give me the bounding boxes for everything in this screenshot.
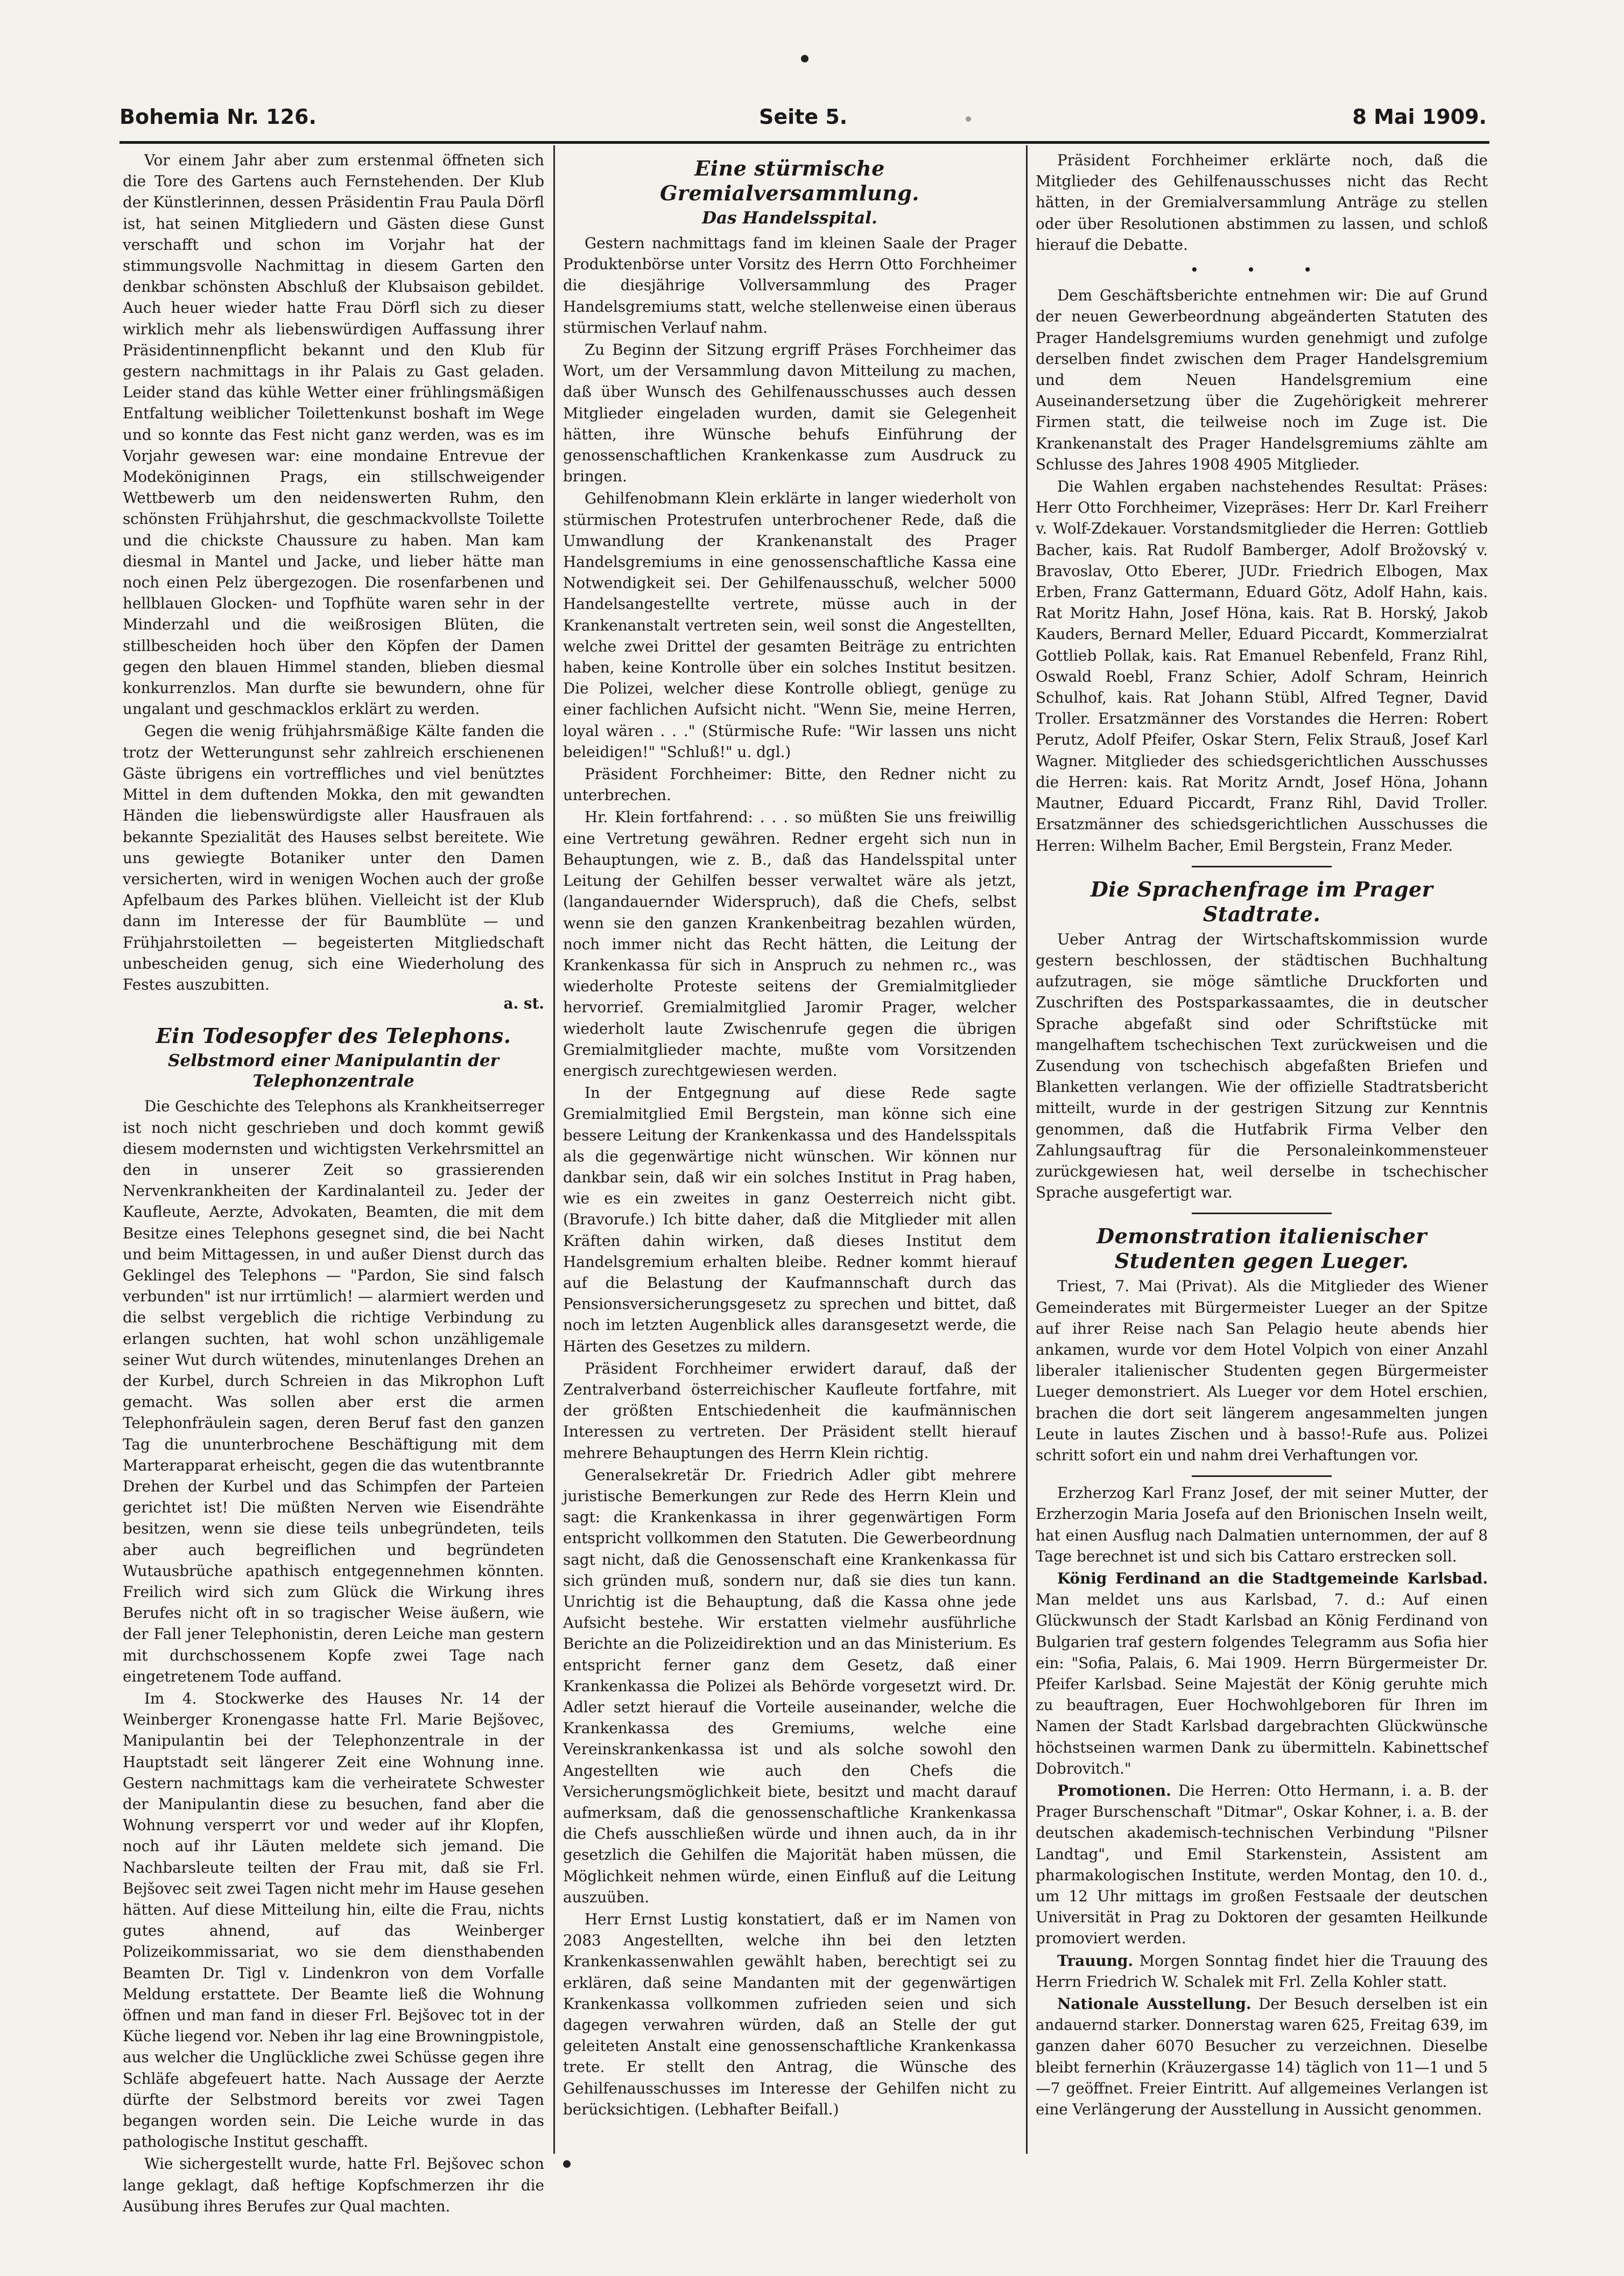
news-item [1036,1568,1488,1779]
article-headline: Ein Todesopfer des Telephons. [156,1024,511,1048]
section-separator [1192,866,1332,867]
news-item-heading: Promotionen. [1057,1782,1171,1800]
article-headline: Eine stürmische Gremialversammlung. [659,156,920,205]
column-3 [1036,150,1488,2153]
article-paragraph: Generalsekretär Dr. Friedrich Adler gibt mehrere juristische Bemerkungen zur Rede des Herrn Klein und sagt: die Krankenkassa in ihrer gegenwärtigen Form entspricht vollkommen den Statuten. Die Gewerbeordnung sagt nicht, daß die Genossenschaft eine Krankenkassa für sich gründen muß, sondern nur, daß sie dies tun kann. Unrichtig ist die Behauptung, daß die Kassa ohne jede Aufsicht bestehe. Wir erstatten vielmehr ausführliche Berichte an die Polizeidirektion und an das Ministerium. Es entspricht ferner ganz dem Gesetz, daß einer Krankenkassa die Polizei als Behörde vorgesetzt wird. Dr. Adler setzt hierauf die Vorteile auseinander, welche die Krankenkassa des Gremiums, welche eine Vereinskrankenkassa ist und als solche sowohl den Angestellten wie auch den Chefs die Versicherungsmöglichkeit biete, besitzt und macht darauf aufmerksam, daß die genossenschaftliche Krankenkassa die Chefs ausschließen würde und ihnen auch, da in ihr gesetzlich die Gehilfen die Majorität haben müssen, die Möglichkeit nehmen würde, einen Einfluß auf die Leitung auszuüben. [563,1466,1016,1906]
article-headline: Demonstration italienischer Studenten gegen Lueger. [1096,1224,1427,1273]
header-rule [119,141,1489,144]
column-2 [563,150,1016,2153]
article-paragraph: Gegen die wenig frühjahrsmäßige Kälte fanden die trotz der Wetterungunst sehr zahlreich erschienenen Gäste übrigens ein vortreffliches und viel benütztes Mittel in dem duftenden Mokka, den mit gewandten Händen die liebenswürdigste aller Hausfrauen als bekannte Spezialität des Hauses selbst bereitete. Wie uns gewiegte Botaniker unter den Damen versicherten, wird in wenigen Wochen auch der große Apfelbaum des Parkes blühen. Vielleicht ist der Klub dann im Interesse der für Baumblüte — und Frühjahrstoiletten — begeisterten Mitgliedschaft unbescheiden genug, sich eine Wiederholung des Festes auszubitten. [123,722,544,993]
article-paragraph: Gestern nachmittags fand im kleinen Saale der Prager Produktenbörse unter Vorsitz des Herrn Otto Forchheimer die diesjährige Vollversammlung des Prager Handelsgremiums statt, welche stellenweise einen überaus stürmischen Verlauf nahm. [563,234,1016,337]
news-item-heading: König Ferdinand an die Stadtgemeinde Karlsbad. [1057,1569,1488,1587]
news-item-text: Man meldet uns aus Karlsbad, 7. d.: Auf einen Glückwunsch der Stadt Karlsbad an König Ferdinand von Bulgarien traf gestern folgendes Telegramm aus Sofia hier ein: "Sofia, Palais, 6. Mai 1909. Herrn Bürgermeister Dr. Pfeifer Karlsbad. Seine Majestät der König geruhte mich zu beauftragen, Euer Hochwohlgeboren für Ihren im Namen der Stadt Karlsbad dargebrachten Glückwünsche höchstseinen warmen Dank zu übermitteln. Kabinettschef Dobrovitch." [1036,1591,1488,1777]
news-item [1036,1950,1488,1992]
article-paragraph: Präsident Forchheimer: Bitte, den Redner nicht zu unterbrechen. [563,765,1016,804]
article-paragraph: Im 4. Stockwerke des Hauses Nr. 14 der Weinberger Kronengasse hatte Frl. Marie Bejšovec, Manipulantin bei der Telephonzentrale in der Hauptstadt seit längerer Zeit eine Wohnung inne. Gestern nachmittags kam die verheiratete Schwester der Manipulantin diese zu besuchen, fand aber die Wohnung versperrt vor und weder auf ihr Klopfen, noch auf ihr Läuten meldete sich jemand. Die Nachbarsleute teilten der Frau mit, daß sie Frl. Bejšovec seit zwei Tagen nicht mehr im Hause gesehen hätten. Auf diese Mitteilung hin, eilte die Frau, nichts gutes ahnend, auf das Weinberger Polizeikommissariat, wo sie dem diensthabenden Beamten Dr. Tigl v. Lindenkron von dem Vorfalle Meldung erstattete. Der Beamte ließ die Wohnung öffnen und man fand in dieser Frl. Bejšovec tot in der Küche liegend vor. Neben ihr lag eine Browningpistole, aus welcher die Unglückliche zwei Schüsse gegen ihre Schläfe abgefeuert hatte. Nach Aussage der Aerzte dürfte der Selbstmord bereits vor zwei Tagen begangen worden sein. Die Leiche wurde in das pathologische Institut geschafft. [123,1690,544,2151]
article-paragraph: Präsident Forchheimer erklärte noch, daß die Mitglieder des Gehilfenausschusses nicht das Recht hätten, in der Gremialversammlung Anträge zu stellen oder über Resolutionen abstimmen zu lassen, und schloß hierauf die Debatte. [1036,151,1488,254]
issue-date: 8 Mai 1909. [1352,105,1487,129]
article-subheadline: Das Handelsspital. [702,208,877,228]
article-paragraph: Herr Ernst Lustig konstatiert, daß er im Namen von 2083 Angestellten, welche ihn bei den letzten Krankenkassenwahlen gewählt haben, berechtigt sei zu erklären, daß seine Mandanten mit der gegenwärtigen Krankenkassa vollkommen zufrieden seien und sich dagegen verwahren würden, daß an Stelle der gut geleiteten Anstalt eine genossenschaftliche Krankenkassa trete. Er stellt den Antrag, die Wünsche des Gehilfenausschusses im Interesse der Gehilfen nicht zu berücksichtigen. (Lebhafter Beifall.) [563,1910,1016,2118]
article-paragraph: Präsident Forchheimer erwidert darauf, daß der Zentralverband österreichischer Kaufleute fortfahre, mit der größten Entschiedenheit die kaufmännischen Interessen zu vertreten. Der Präsident stellt hierauf mehrere Behauptungen des Herrn Klein richtig. [563,1359,1016,1462]
article-paragraph: Ueber Antrag der Wirtschaftskommission wurde gestern beschlossen, der städtischen Buchhaltung aufzutragen, sie möge sämtliche Druckforten und Zuschriften des Postsparkassaamtes, die in deutscher Sprache abgefaßt sind oder Schriftstücke mit mangelhaftem tschechischen Text zurückweisen und die Zusendung von tschechisch abgefaßten Briefen und Blanketten verlangen. Wie der offizielle Stadtratsbericht mitteilt, wurde in der gestrigen Sitzung zur Kenntnis genommen, daß die Hutfabrik Firma Velber den Zahlungsauftrag für die Personaleinkommensteuer zurückgewiesen hat, weil derselbe in tschechischer Sprache ausgefertigt war. [1036,930,1488,1202]
page-header [119,105,1487,137]
article-paragraph: Hr. Klein fortfahrend: . . . so müßten Sie uns freiwillig eine Vertretung gewähren. Redner ergeht sich nun in Behauptungen, wie z. B., daß das Handelsspital unter Leitung der Gehilfen besser verwaltet wäre als jetzt, (langandauernder Widerspruch), daß die Chefs, selbst wenn sie den ganzen Krankenbeitrag bezahlen würden, noch immer nicht das Recht hätten, die Leitung der Krankenkassa für sich in Anspruch zu nehmen rc., was wiederholte Proteste seitens der Gremialmitglieder hervorrief. Gremialmitglied Jaromir Prager, welcher wiederholt laute Zwischenrufe gegen die übrigen Gremialmitglieder machte, mußte vom Vorsitzenden energisch zurechtgewiesen werden. [563,808,1016,1080]
news-item-heading: Trauung. [1057,1951,1134,1970]
author-signature: a. st. [503,995,544,1013]
news-item [1036,1780,1488,1949]
article-paragraph: Erzherzog Karl Franz Josef, der mit seiner Mutter, der Erzherzogin Maria Josefa auf den Brionischen Inseln weilt, hat einen Ausflug nach Dalmatien unternommen, der auf 8 Tage berechnet ist und sich bis Cattaro erstrecken soll. [1036,1484,1488,1565]
column-divider [1026,145,1028,2154]
article-paragraph: Die Wahlen ergaben nachstehendes Resultat: Präses: Herr Otto Forchheimer, Vizepräses: Herr Dr. Karl Freiherr v. Wolf-Zdekauer. Vorstandsmitglieder die Herren: Gottlieb Bacher, kais. Rat Rudolf Bamberger, Adolf Brožovský v. Bravoslav, Otto Eberer, JUDr. Friedrich Elbogen, Max Erben, Franz Gattermann, Eduard Götz, Adolf Hahn, kais. Rat Moritz Hahn, Josef Höna, kais. Rat B. Horský, Jakob Kauders, Bernard Meller, Eduard Piccardt, Kommerzialrat Gottlieb Pollak, kais. Rat Emanuel Rebenfeld, Franz Rihl, Oswald Roebl, Franz Schier, Adolf Schram, Heinrich Schulhof, kais. Rat Johann Stübl, Alfred Tegner, David Troller. Ersatzmänner des Vorstandes die Herren: Robert Perutz, Adolf Pfeifer, Oskar Stern, Felix Strauß, Josef Karl Wagner. Mitglieder des schiedsgerichtlichen Ausschusses die Herren: kais. Rat Moritz Arndt, Josef Höna, Johann Mautner, Eduard Piccardt, Franz Rihl, David Troller. Ersatzmänner des schiedsgerichtlichen Ausschusses die Herren: Wilhelm Bacher, Emil Bergstein, Franz Meder. [1036,478,1488,855]
news-item-text: Morgen Sonntag findet hier die Trauung des Herrn Friedrich W. Schalek mit Frl. Zella Kohler statt. [1036,1951,1488,1991]
article-paragraph: Triest, 7. Mai (Privat). Als die Mitglieder des Wiener Gemeinderates mit Bürgermeister Lueger an der Spitze auf ihrer Reise nach San Pelagio heute abends hier ankamen, wurde vor dem Hotel Volpich von einer Anzahl liberaler italienischer Studenten gegen Bürgermeister Lueger demonstriert. Als Lueger vor dem Hotel erschien, brachen die dort seit längerem angesammelten jungen Leute in lautes Zischen und à basso!-Rufe aus. Polizei schritt sofort ein und nahm drei Verhaftungen vor. [1036,1277,1488,1464]
article-paragraph: Die Geschichte des Telephons als Krankheitserreger ist noch nicht geschrieben und doch kommt gewiß diesem modernsten und wichtigsten Verkehrsmittel an den in unserer Zeit so grassierenden Nervenkrankheiten der Kardinalanteil zu. Jeder der Kaufleute, Aerzte, Advokaten, Beamten, die mit dem Besitze eines Telephons gesegnet sind, die bei Nacht und beim Mittagessen, in und außer Dienst durch das Geklingel des Telephons — "Pardon, Sie sind falsch verbunden" ist nur irrtümlich! — alarmiert werden und die selbst vergeblich die richtige Verbindung zu erlangen suchten, hat wohl schon unzähligemale seiner Wut durch wütendes, minutenlanges Drehen an der Kurbel, durch Schreien in das Mikrophon Luft gemacht. Was sollen aber erst die armen Telephonfräulein sagen, deren Beruf fast den ganzen Tag die ununterbrochene Beschäftigung mit dem Marterapparat erheischt, gegen die das wutentbrannte Drehen der Kurbel und das Schimpfen der Parteien gerichtet ist! Die müßten Nerven wie Eisendrähte besitzen, wenn sie diese teils unbegründeten, teils aber auch begreiflichen und begründeten Wutausbrüche apathisch entgegennehmen könnten. Freilich wird sich zum Glück die Wirkung ihres Berufes nicht oft in so tragischer Weise äußern, wie der Fall jener Telephonistin, deren Leiche man gestern mit durchschossenem Kopfe zwei Tage nach eingetretenem Tode auffand. [123,1097,544,1685]
article-subheadline: Selbstmord einer Manipulantin der Telephonzentrale [168,1051,499,1091]
article-paragraph: Wie sichergestellt wurde, hatte Frl. Bejšovec schon lange geklagt, daß heftige Kopfschmerzen ihr die Ausübung ihres Berufes zur Qual machten. [123,2155,544,2215]
news-item-heading: Nationale Ausstellung. [1057,1995,1252,2013]
news-item-text: Die Herren: Otto Hermann, i. a. B. der Prager Burschenschaft "Ditmar", Oskar Kohner, i. a. B. der deutschen akademisch-technischen Verbindung "Pilsner Landtag", und Emil Starkenstein, Assistent am pharmakologischen Institute, werden Montag, den 10. d., um 12 Uhr mittags im großen Festsaale der deutschen Universität in Prag zu Doktoren der gesamten Heilkunde promoviert werden. [1036,1782,1488,1948]
article-paragraph: Vor einem Jahr aber zum erstenmal öffneten sich die Tore des Gartens auch Fernstehenden. Der Klub der Künstlerinnen, dessen Präsidentin Frau Paula Dörfl ist, hat seinen Mitgliedern und Gästen diese Gunst verschafft und schon im Vorjahr hat der stimmungsvolle Nachmittag in diesem Garten den denkbar schönsten Abschluß der Klubsaison gebildet. Auch heuer wieder hatte Frau Dörfl sich zu dieser wirklich mehr als liebenswürdigen Auffassung ihrer Präsidentinnenpflicht bekannt und den Klub für gestern nachmittags in ihr Palais zu Gast geladen. Leider stand das kühle Wetter einer frühlingsmäßigen Entfaltung weiblicher Toilettenkunst boshaft im Wege und so konnte das Fest nicht ganz werden, was es im Vorjahr gewesen war: eine mondaine Entrevue der Modeköniginnen Prags, ein stillschweigender Wettbewerb um den neidenswerten Ruhm, den schönsten Frühjahrshut, die geschmackvollste Toilette und die chickste Chaussure zu haben. Man kam diesmal in Mantel und Jacke, und lieber hätte man noch einen Pelz übergezogen. Die rosenfarbenen und hellblauen Glocken- und Topfhüte waren sehr in der Minderzahl und die weißrosigen Blüten, die stillbescheiden hoch über den Köpfen der Damen gegen den blauen Himmel standen, blieben diesmal konkurrenzlos. Man durfte sie bewundern, ohne für ungalant und geschmacklos erklärt zu werden. [123,151,544,718]
article-paragraph: In der Entgegnung auf diese Rede sagte Gremialmitglied Emil Bergstein, man könne sich eine bessere Leitung der Krankenkassa und des Handelsspitals als die gegenwärtige nicht wünschen. Wir können nur dankbar sein, daß wir ein solches Institut in Prag haben, wie es ein zweites in ganz Oesterreich nicht gibt. (Bravorufe.) Ich bitte daher, daß die Mitglieder mit allen Kräften dahin wirken, daß dieses Institut dem Handelsgremium erhalten bleibe. Redner kommt hierauf auf die Belastung der Kaufmannschaft durch das Pensionsversicherungsgesetz zu sprechen und bittet, daß noch im letzten Augenblick alles daransgesetzt werde, die Härten des Gesetzes zu mildern. [563,1084,1016,1355]
page-number: Seite 5. [759,105,848,129]
article-paragraph: Dem Geschäftsberichte entnehmen wir: Die auf Grund der neuen Gewerbeordnung abgeänderten Statuten des Prager Handelsgremiums wurden genehmigt und zufolge derselben findet zwischen dem Prager Handelsgremium und dem Neuen Handelsgremium eine Auseinandersetzung über die Zugehörigkeit mehrerer Firmen statt, die teilweise noch im Zuge ist. Die Krankenanstalt des Prager Handelsgremiums zählte am Schlusse des Jahres 1908 4905 Mitglieder. [1036,286,1488,473]
article-headline: Die Sprachenfrage im Prager Stadtrate. [1090,877,1433,926]
news-item-text: Der Besuch derselben ist ein andauernd starker. Donnerstag waren 625, Freitag 639, im ganzen daher 6070 Besucher zu verzeichnen. Dieselbe bleibt fernerhin (Kräuzergasse 14) täglich von 11—1 und 5—7 geöffnet. Freier Eintritt. Auf allgemeines Verlangen ist eine Verlängerung der Ausstellung in Aussicht genommen. [1036,1995,1488,2119]
column-1 [123,150,544,2215]
news-item [1036,1993,1488,2120]
column-divider [553,145,555,2154]
ink-speck [563,2160,571,2168]
section-separator [1192,1475,1332,1477]
section-dots: • • • [1190,261,1334,279]
article-paragraph: Gehilfenobmann Klein erklärte in langer wiederholt von stürmischen Protestrufen unterbrochener Rede, daß die Umwandlung der Krankenanstalt des Prager Handelsgremiums in eine genossenschaftliche Kassa eine Notwendigkeit sei. Der Gehilfenausschuß, welcher 5000 Handelsangestellte vertrete, müsse auch in der Krankenanstalt vertreten sein, weil sonst die Angestellten, welche zwei Drittel der gesamten Beiträge zu entrichten haben, keine Kontrolle über ein solches Institut besitzen. Die Polizei, welcher diese Kontrolle obliegt, genüge zu einer fachlichen Aufsicht nicht. "Wenn Sie, meine Herren, loyal wären . . ." (Stürmische Rufe: "Wir lassen uns nicht beleidigen!" "Schluß!" u. dgl.) [563,489,1016,761]
newspaper-issue: Bohemia Nr. 126. [119,105,317,129]
article-paragraph: Zu Beginn der Sitzung ergriff Präses Forchheimer das Wort, um der Versammlung davon Mitteilung zu machen, daß über Wunsch des Gehilfenausschusses auch dessen Mitglieder eingeladen wurden, damit sie Gelegenheit hätten, ihre Wünsche behufs Einführung der genossenschaftlichen Krankenkasse zum Ausdruck zu bringen. [563,341,1016,486]
section-separator [1192,1213,1332,1214]
ink-speck [801,55,809,62]
